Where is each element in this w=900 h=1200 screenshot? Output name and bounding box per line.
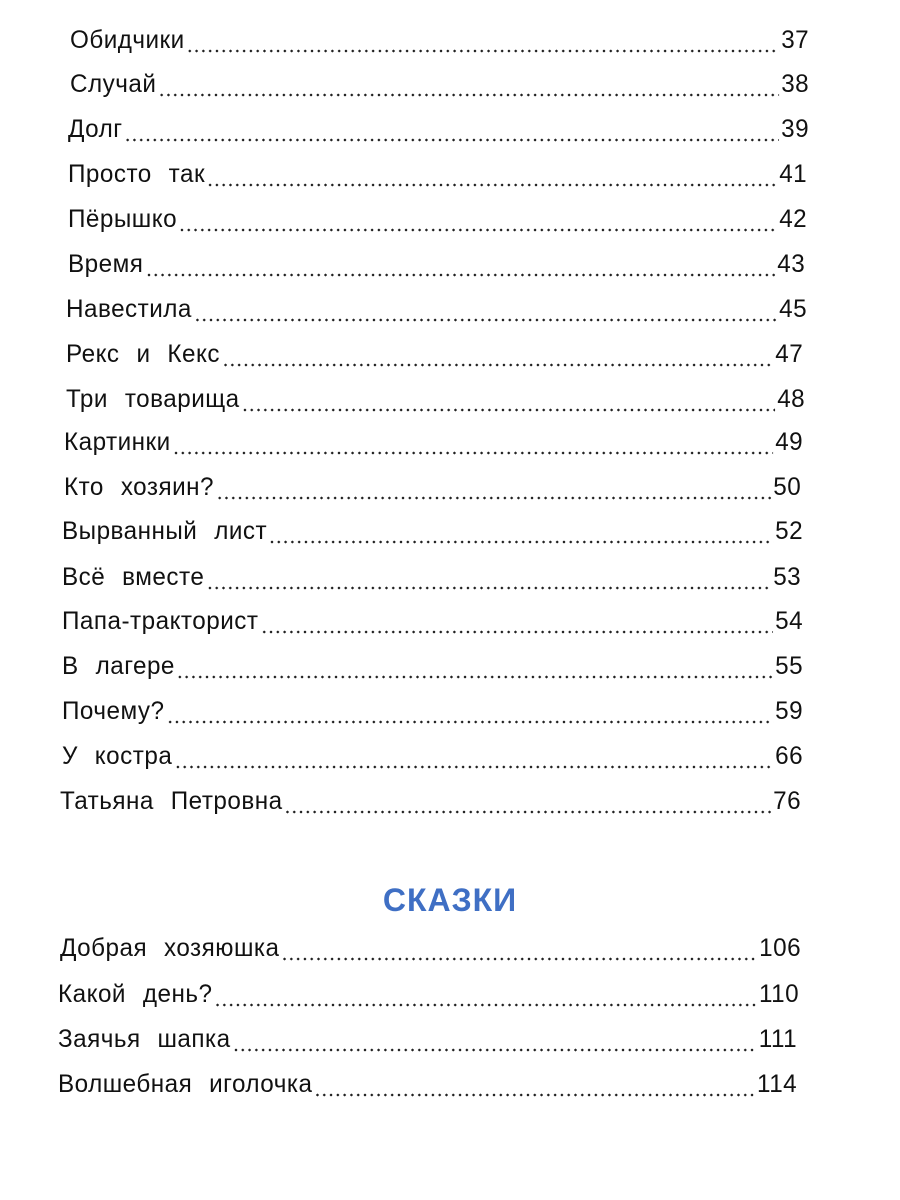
entry-page-number: 47 — [775, 340, 804, 368]
entry-page-number: 106 — [759, 934, 802, 962]
entry-title: Кто хозяин? — [64, 473, 214, 501]
dot-leader — [145, 273, 775, 277]
entry-title: Три товарища — [66, 385, 240, 413]
entry-page-number: 48 — [777, 385, 806, 413]
dot-leader — [233, 1048, 757, 1052]
entry-page-number: 59 — [775, 697, 804, 725]
entry-title: Долг — [68, 115, 123, 143]
entry-title: Вырванный лист — [62, 517, 268, 545]
entry-page-number: 111 — [758, 1025, 798, 1053]
dot-leader — [179, 228, 777, 232]
entry-title: Папа-тракторист — [62, 607, 259, 635]
dot-leader — [285, 810, 772, 814]
entry-page-number: 114 — [757, 1070, 798, 1098]
entry-title: Татьяна Петровна — [60, 787, 283, 815]
dot-leader — [260, 630, 773, 634]
toc-entry-fairy-tale — [58, 1025, 797, 1059]
entry-page-number: 41 — [779, 160, 808, 188]
entry-title: Какой день? — [58, 980, 213, 1008]
entry-page-number: 43 — [777, 250, 806, 278]
entry-page-number: 54 — [775, 607, 804, 635]
toc-entry — [62, 742, 803, 776]
entry-page-number: 50 — [773, 473, 802, 501]
entry-title: Время — [68, 250, 144, 278]
entry-title: Случай — [70, 70, 157, 98]
toc-entry — [68, 250, 805, 284]
toc-entry — [62, 517, 803, 551]
dot-leader — [174, 765, 773, 769]
toc-entry — [68, 160, 807, 194]
entry-title: Заячья шапка — [58, 1025, 231, 1053]
dot-leader — [314, 1093, 755, 1097]
dot-leader — [194, 318, 777, 322]
entry-page-number: 42 — [779, 205, 808, 233]
dot-leader — [207, 183, 777, 187]
entry-title: Волшебная иголочка — [58, 1070, 313, 1098]
dot-leader — [125, 138, 780, 142]
entry-page-number: 76 — [773, 787, 802, 815]
entry-title: Всё вместе — [62, 563, 205, 591]
entry-page-number: 39 — [781, 115, 810, 143]
toc-entry — [62, 607, 803, 641]
entry-title: Почему? — [62, 697, 165, 725]
toc-entry — [68, 205, 807, 239]
entry-title: Пёрышко — [68, 205, 178, 233]
dot-leader — [166, 720, 773, 724]
entry-page-number: 49 — [775, 428, 804, 456]
toc-entry — [64, 428, 803, 462]
dot-leader — [281, 957, 757, 961]
entry-page-number: 37 — [781, 26, 810, 54]
section-heading-fairy-tales: СКАЗКИ — [382, 882, 518, 918]
dot-leader — [269, 540, 773, 544]
dot-leader — [242, 408, 776, 412]
entry-page-number: 66 — [775, 742, 804, 770]
entry-page-number: 53 — [773, 563, 802, 591]
entry-title: Обидчики — [70, 26, 185, 54]
dot-leader — [214, 1003, 757, 1007]
entry-page-number: 110 — [758, 980, 800, 1008]
toc-entry — [70, 70, 809, 104]
entry-title: Добрая хозяюшка — [60, 934, 280, 962]
entry-title: Картинки — [64, 428, 171, 456]
dot-leader — [187, 49, 780, 53]
entry-title: Рекс и Кекс — [66, 340, 220, 368]
toc-entry-fairy-tale — [60, 934, 801, 968]
dot-leader — [216, 496, 771, 500]
toc-entry — [66, 385, 805, 419]
toc-entry-fairy-tale — [58, 1070, 797, 1104]
entry-page-number: 55 — [775, 652, 804, 680]
toc-entry — [70, 26, 809, 60]
toc-entry — [60, 787, 801, 821]
toc-entry — [62, 563, 801, 597]
toc-entry — [68, 115, 809, 149]
entry-title: Просто так — [68, 160, 206, 188]
toc-entry — [66, 340, 803, 374]
toc-entry — [64, 473, 801, 507]
dot-leader — [177, 675, 773, 679]
dot-leader — [222, 363, 773, 367]
toc-entry — [62, 697, 803, 731]
entry-title: В лагере — [62, 652, 175, 680]
dot-leader — [173, 451, 774, 455]
dot-leader — [158, 93, 779, 97]
toc-entry-fairy-tale — [58, 980, 799, 1014]
entry-page-number: 38 — [781, 70, 810, 98]
toc-entry — [66, 295, 807, 329]
entry-title: У костра — [62, 742, 173, 770]
dot-leader — [206, 586, 771, 590]
toc-entry — [62, 652, 803, 686]
entry-page-number: 52 — [775, 517, 804, 545]
entry-title: Навестила — [66, 295, 192, 323]
entry-page-number: 45 — [779, 295, 808, 323]
